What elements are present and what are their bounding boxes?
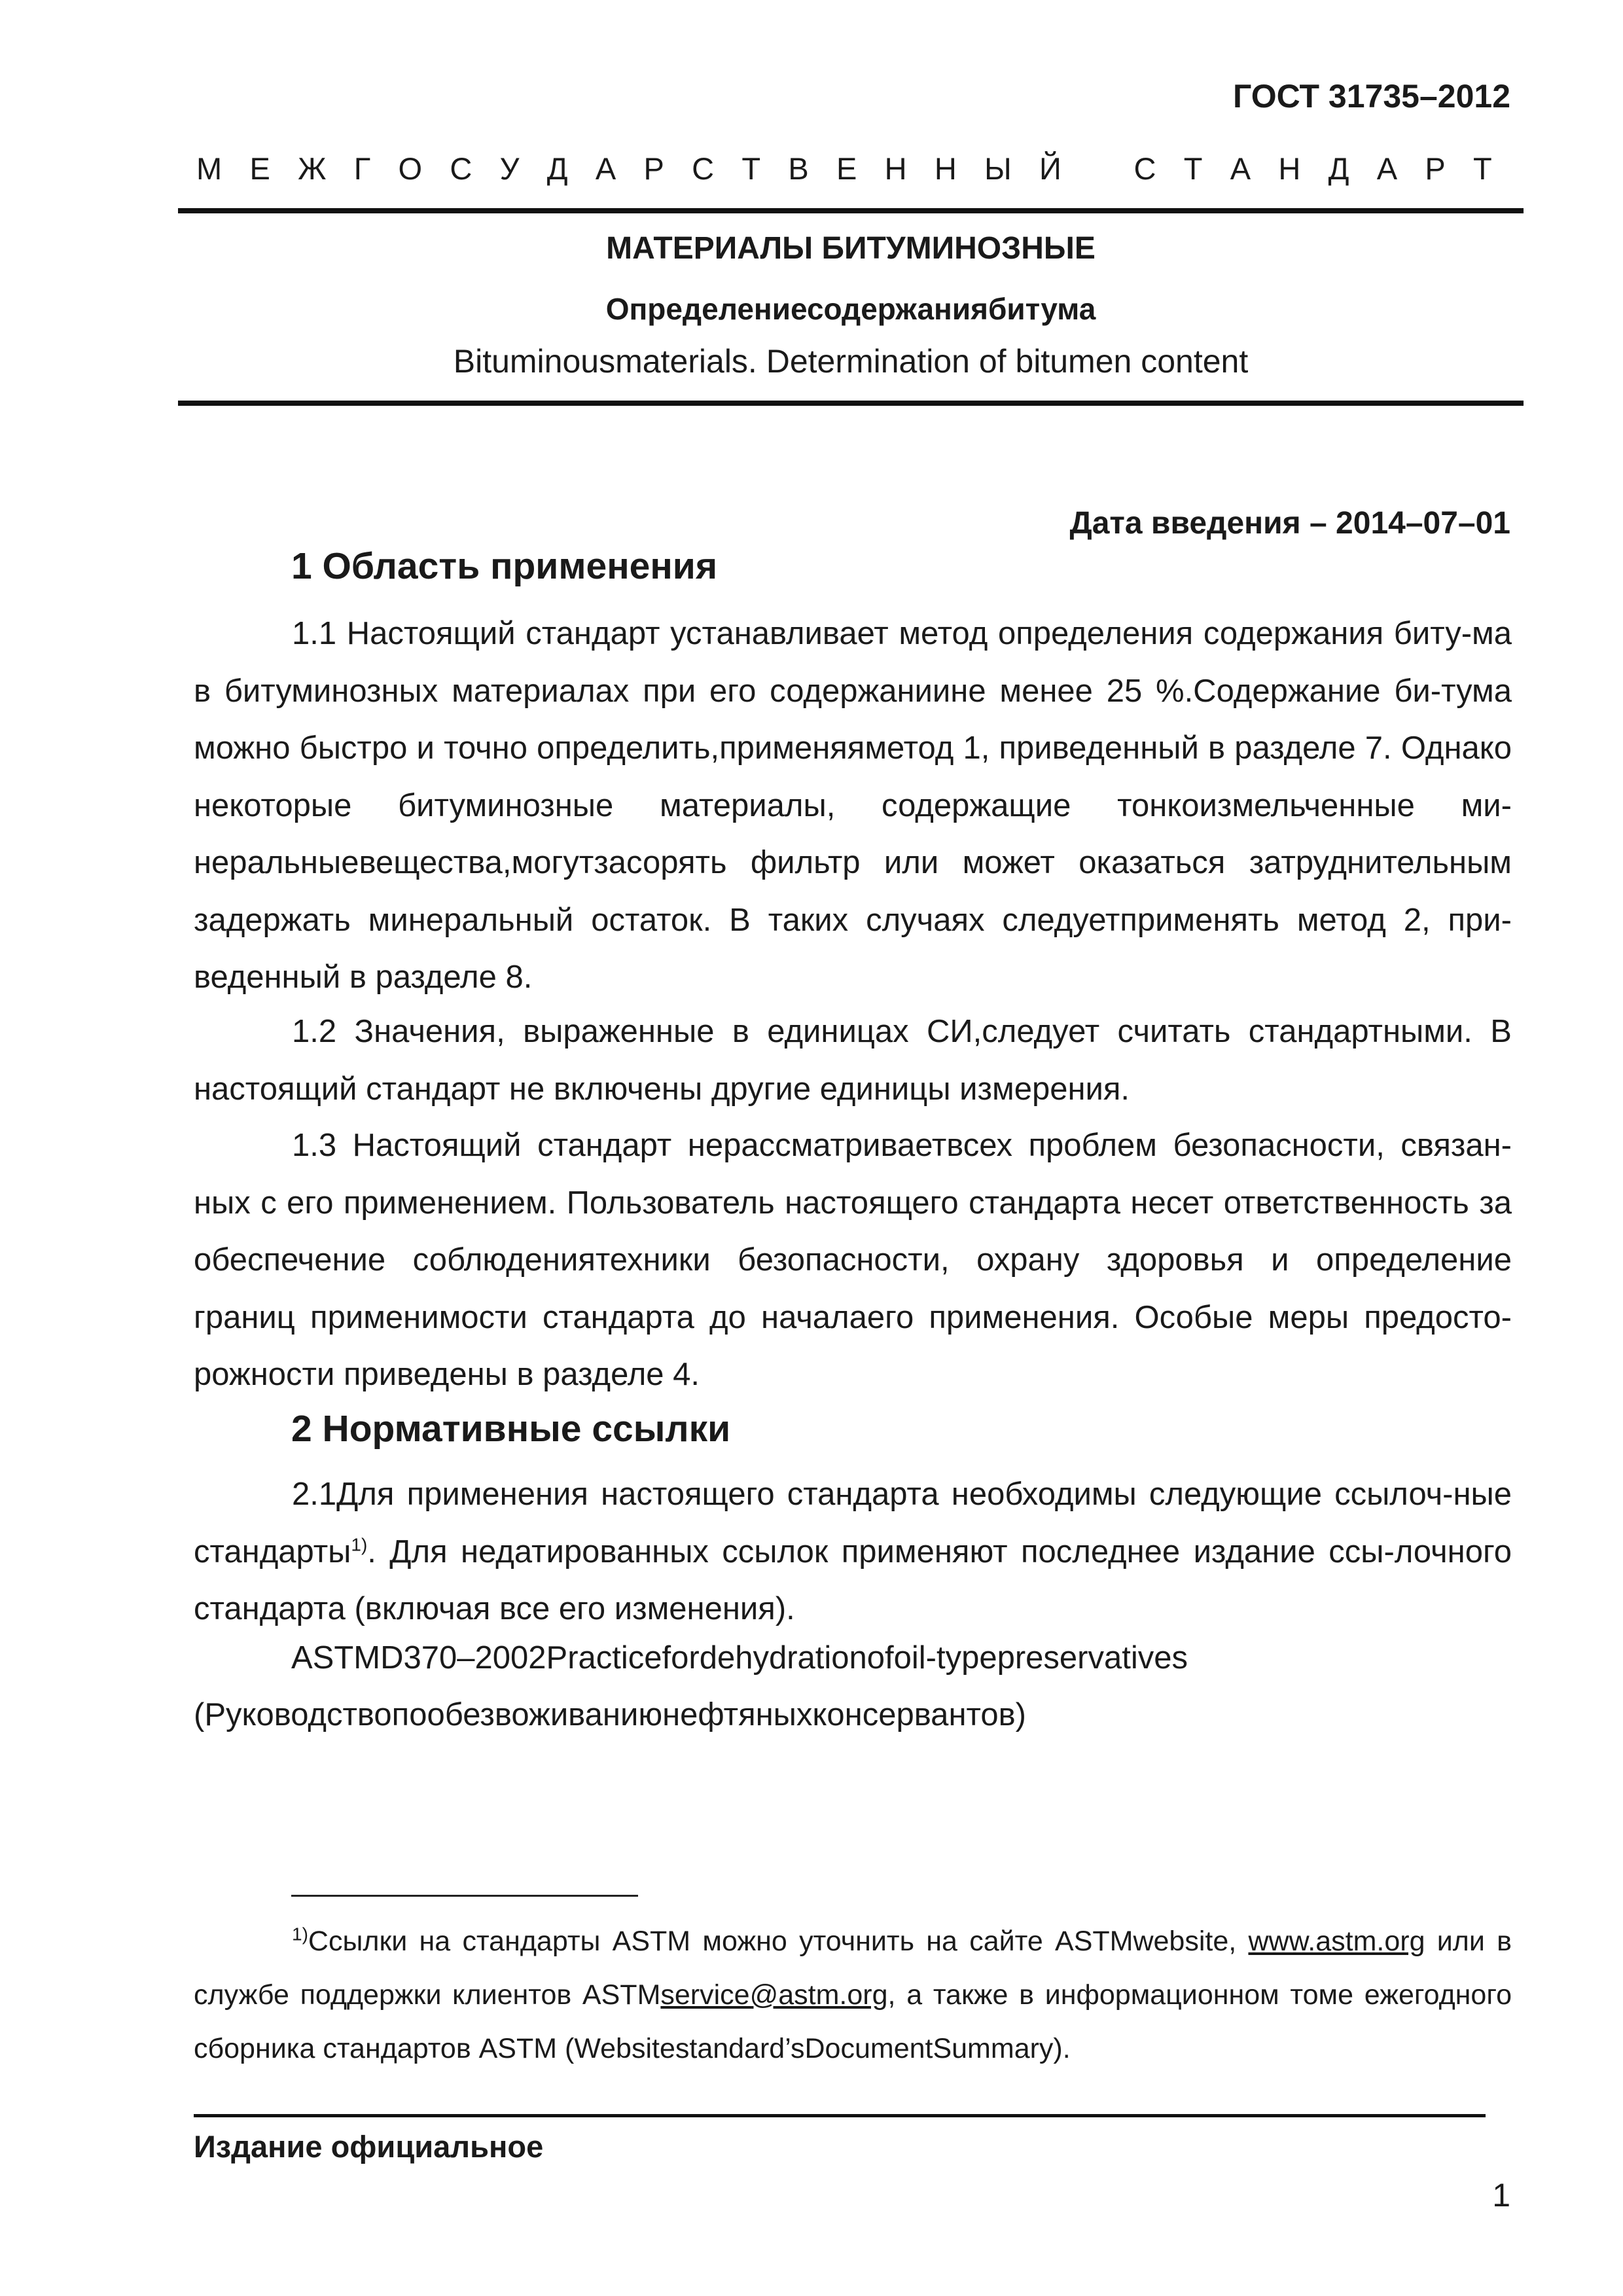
standard-type-letter: Т (1183, 151, 1203, 186)
footnote-marker: 1) (292, 1924, 308, 1945)
standard-type-letter: С (692, 151, 715, 186)
standard-type-letter: Ы (984, 151, 1012, 186)
standard-type-letter: Н (934, 151, 957, 186)
paragraph-2-1-text-b: . Для недатированных ссылок применяют последнее издание ссы-лочного стандарта (включая все его изменения). (194, 1534, 1512, 1626)
header-divider-top (178, 208, 1524, 213)
standard-type-letter: О (398, 151, 423, 186)
paragraph-1-2: 1.2 Значения, выраженные в единицах СИ,следует считать стандартными. В настоящий стандарт не включены другие единицы измерения. (194, 1014, 1512, 1107)
paragraph-2-1-text-a: 2.1Для применения настоящего стандарта необходимы следующие ссылоч-ные стандарты (194, 1477, 1512, 1570)
standard-type-letter: М (196, 151, 223, 186)
standard-type-letter: С (450, 151, 473, 186)
standard-type-letter: В (788, 151, 809, 186)
standard-type-letter: Е (836, 151, 857, 186)
standard-type-letter: Г (353, 151, 371, 186)
standard-type-letter: Е (249, 151, 270, 186)
astm-service-email-link[interactable]: service@astm.org (660, 1979, 888, 2011)
standard-type-letter: Н (1278, 151, 1301, 186)
standard-type-letter: Д (546, 151, 568, 186)
standard-type-letter: Ж (298, 151, 327, 186)
paragraph-1-3: 1.3 Настоящий стандарт нерассматриваетвсех проблем безопасности, связан-ных с его применением. Пользователь настоящего стандарта несет ответственность за обеспечение соблюдениятехники безопасности, охрану здоровья и определение границ применимости стандарта до началаего применения. Особые меры предосто-рожности приведены в разделе 4. (194, 1128, 1512, 1392)
standard-type-letter: Р (1425, 151, 1446, 186)
standard-type-letter: Д (1328, 151, 1349, 186)
section-1-heading: 1 Область применения (291, 545, 718, 587)
paragraph-2-1 (194, 1466, 1512, 1638)
footnote-text-c: , а также в информационном томе ежегодного сборника стандартов ASTM (Websitestandard’sDocumentSummary). (194, 1979, 1512, 2064)
standard-type-letter: А (1230, 151, 1251, 186)
footnote-reference: 1) (351, 1534, 368, 1555)
standard-type-letter: Й (1039, 151, 1061, 186)
document-subtitle-ru: Определениесодержаниябитума (605, 292, 1096, 326)
standard-type-heading (196, 151, 1492, 187)
footnote-separator (291, 1895, 638, 1897)
standard-type-letter: Т (741, 151, 761, 186)
document-title-ru: МАТЕРИАЛЫ БИТУМИНОЗНЫЕ (606, 231, 1096, 266)
footer-divider (194, 2114, 1486, 2117)
reference-astm-d370: ASTMD370–2002Practicefordehydrationofoil-typepreservatives (291, 1640, 1188, 1676)
introduction-date: Дата введения – 2014–07–01 (1069, 506, 1510, 541)
official-edition-label: Издание официальное (194, 2129, 544, 2164)
footnote (194, 1914, 1512, 2075)
footnote-text-b: или в службе поддержки клиентов ASTM (194, 1926, 1512, 2011)
footnote-text-a: Ссылки на стандарты ASTM можно уточнить на сайте ASTMwebsite, (308, 1926, 1249, 1957)
reference-astm-d370-translation: (Руководствопообезвоживаниюнефтяныхконсервантов) (194, 1697, 1026, 1732)
astm-website-link[interactable]: www.astm.org (1248, 1926, 1425, 1957)
page-number: 1 (1492, 2177, 1510, 2214)
standard-type-letter: Т (1472, 151, 1492, 186)
standard-type-letter: Р (643, 151, 664, 186)
document-number: ГОСТ 31735–2012 (1233, 78, 1510, 115)
section-2-heading: 2 Нормативные ссылки (291, 1408, 731, 1450)
document-title-en: Bituminousmaterials. Determination of bitumen content (453, 343, 1249, 380)
paragraph-1-1: 1.1 Настоящий стандарт устанавливает метод определения содержания биту-ма в битуминозных материалах при его содержаниине менее 25 %.Содержание би-тума можно быстро и точно определить,применяяметод 1, приведенный в разделе 7. Однако некоторые битуминозные материалы, содержащие тонкоизмельченные ми-неральныевещества,могутзасорять фильтр или может оказаться затруднительным задержать минеральный остаток. В таких случаях следуетприменять метод 2, при-веденный в разделе 8. (194, 616, 1512, 995)
standard-type-letter: А (1376, 151, 1398, 186)
header-divider-bottom (178, 401, 1524, 406)
standard-type-letter: С (1133, 151, 1156, 186)
standard-type-letter: Н (884, 151, 907, 186)
standard-type-letter (1089, 151, 1106, 187)
standard-type-letter: У (499, 151, 520, 186)
standard-type-letter: А (595, 151, 616, 186)
